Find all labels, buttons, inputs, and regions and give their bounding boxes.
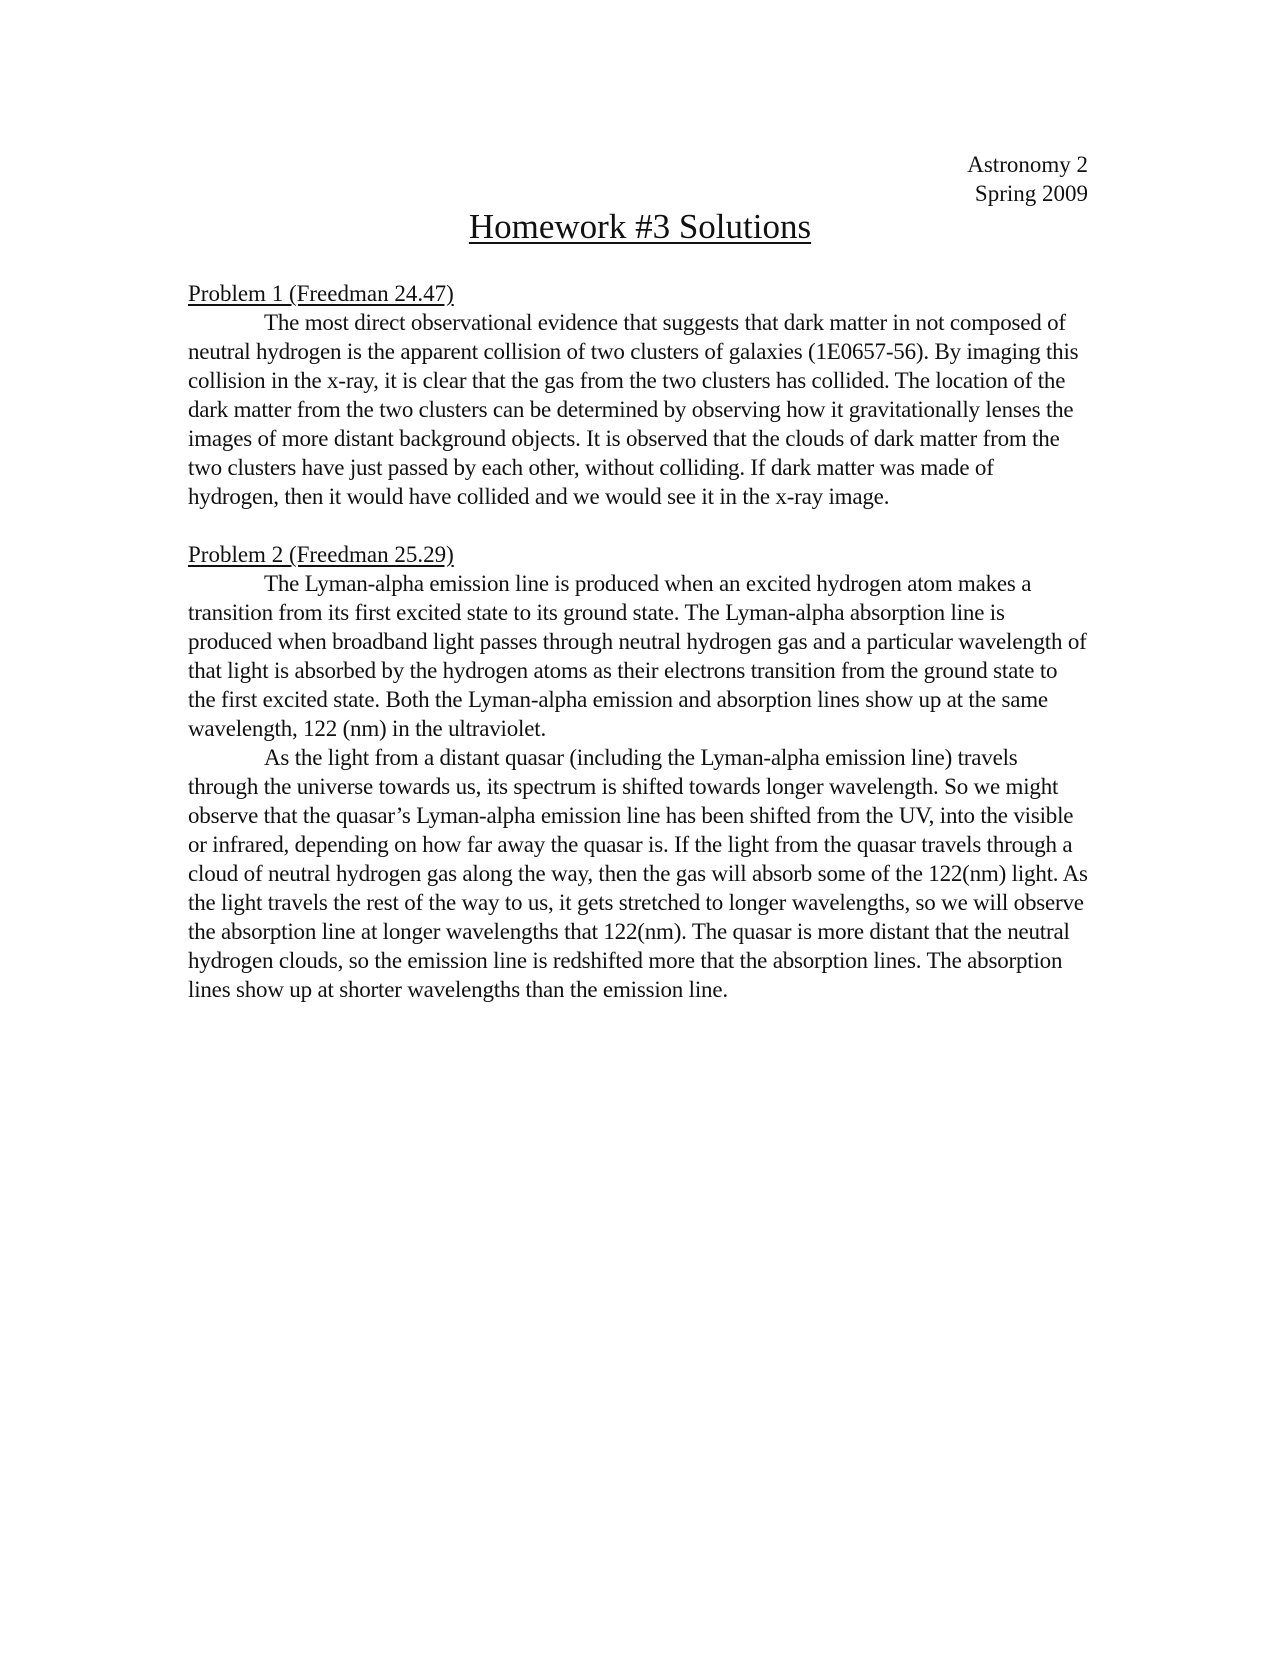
course-name: Astronomy 2 bbox=[967, 152, 1088, 177]
problem-1-heading: Problem 1 (Freedman 24.47) bbox=[188, 281, 454, 306]
problem-2-section bbox=[188, 540, 1088, 1004]
problem-1-paragraph-1: The most direct observational evidence that suggests that dark matter in not composed of neutral hydrogen is the apparent collision of two clusters of galaxies (1E0657-56). By imaging this collision in the x-ray, it is clear that the gas from the two clusters has collided. The location of the dark matter from the two clusters can be determined by observing how it gravitationally lenses the images of more distant background objects. It is observed that the clouds of dark matter from the two clusters have just passed by each other, without colliding. If dark matter was made of hydrogen, then it would have collided and we would see it in the x-ray image. bbox=[188, 310, 1079, 509]
document-body bbox=[188, 279, 1088, 1004]
problem-2-paragraph-1: The Lyman-alpha emission line is produced when an excited hydrogen atom makes a transition from its first excited state to its ground state. The Lyman-alpha absorption line is produced when broadband light passes through neutral hydrogen gas and a particular wavelength of that light is absorbed by the hydrogen atoms as their electrons transition from the ground state to the first excited state. Both the Lyman-alpha emission and absorption lines show up at the same wavelength, 122 (nm) in the ultraviolet. bbox=[188, 571, 1087, 741]
course-header bbox=[967, 150, 1088, 208]
problem-1-section bbox=[188, 279, 1088, 511]
problem-2-heading: Problem 2 (Freedman 25.29) bbox=[188, 542, 454, 567]
course-term: Spring 2009 bbox=[974, 181, 1088, 206]
problem-2-paragraph-2: As the light from a distant quasar (including the Lyman-alpha emission line) travels through the universe towards us, its spectrum is shifted towards longer wavelength. So we might observe that the quasar’s Lyman-alpha emission line has been shifted from the UV, into the visible or infrared, depending on how far away the quasar is. If the light from the quasar travels through a cloud of neutral hydrogen gas along the way, then the gas will absorb some of the 122(nm) light. As the light travels the rest of the way to us, it gets stretched to longer wavelengths, so we will observe the absorption line at longer wavelengths that 122(nm). The quasar is more distant that the neutral hydrogen clouds, so the emission line is redshifted more that the absorption lines. The absorption lines show up at shorter wavelengths than the emission line. bbox=[188, 745, 1088, 1002]
section-spacer bbox=[188, 511, 1088, 540]
page-title: Homework #3 Solutions bbox=[468, 207, 812, 246]
